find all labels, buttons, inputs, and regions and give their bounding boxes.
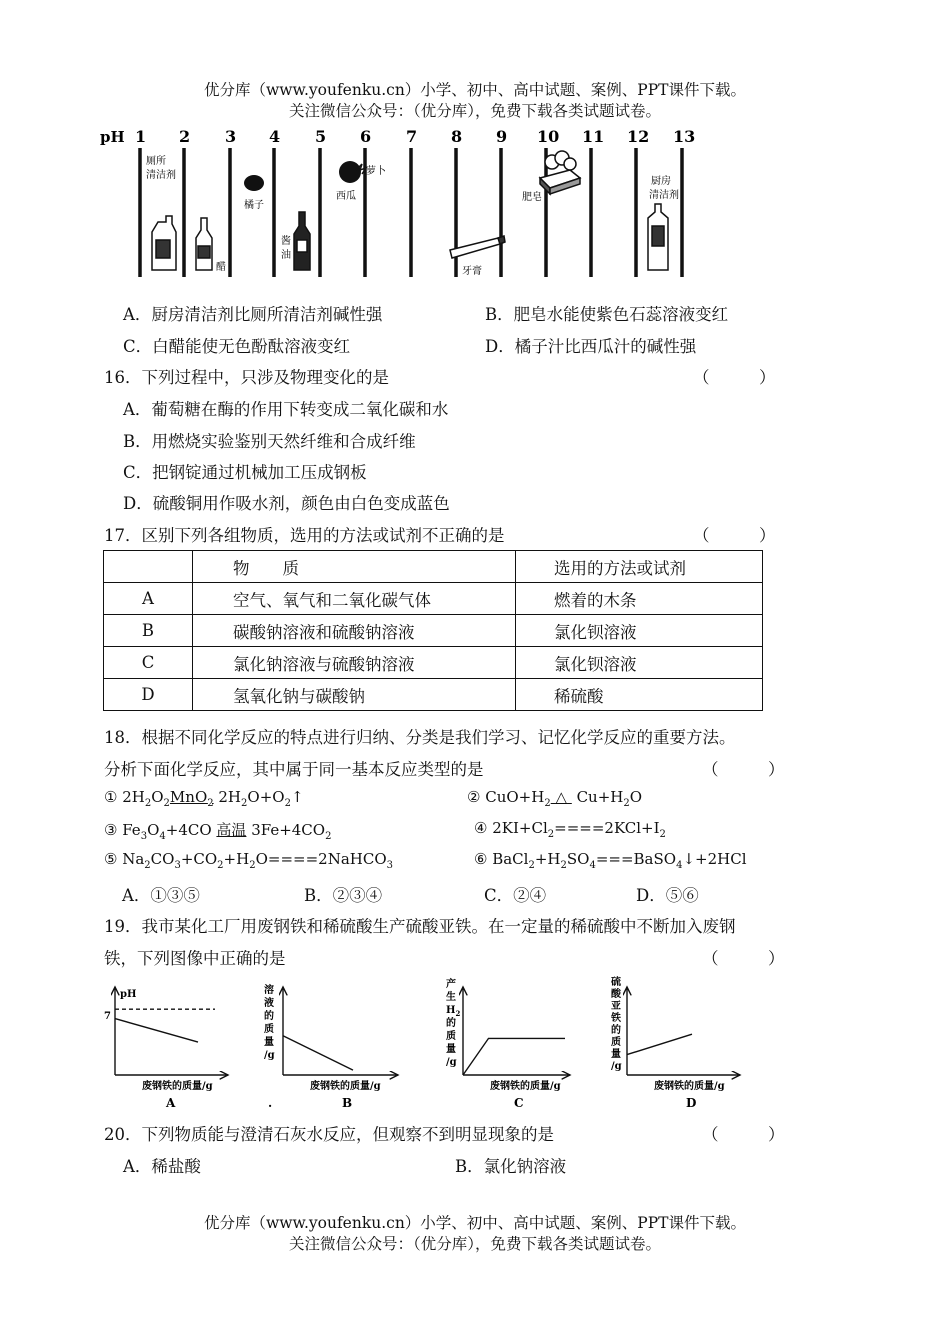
axis-label-char: 的	[264, 1011, 274, 1022]
graph-b-letter: B	[342, 1096, 353, 1110]
q18-stem-line-2: 分析下面化学反应，其中属于同一基本反应类型的是	[104, 760, 484, 779]
toilet-cleaner-label: 厕所	[146, 156, 166, 167]
footer-line-1: 优分库（www.youfenku.cn）小学、初中、高中试题、案例、PPT课件下载。	[203, 1214, 747, 1232]
table-cell: B	[104, 615, 193, 647]
svg-text:油: 油	[281, 250, 291, 261]
axis-label-char: 铁	[611, 1013, 621, 1024]
axis-label-char: 质	[264, 1024, 274, 1035]
q16-option-a: A．葡萄糖在酶的作用下转变成二氧化碳和水	[123, 400, 449, 419]
table-row	[104, 647, 763, 679]
axis-label-char: 亚	[611, 1001, 621, 1012]
stray-dot: .	[268, 1096, 273, 1110]
graph-a-line	[115, 1019, 198, 1043]
graph-d-line	[627, 1034, 692, 1054]
graph-d-y-label	[610, 975, 622, 1072]
axis-label-char: 酸	[611, 989, 621, 1000]
ph-scale-number: 4	[269, 127, 281, 146]
q18-stem-line-1: 18．根据不同化学反应的特点进行归纳、分类是我们学习、记忆化学反应的重要方法。	[104, 728, 736, 747]
table-cell: 空气、氧气和二氧化碳气体	[193, 583, 516, 615]
watermelon-icon	[339, 161, 361, 183]
ph-scale-lines	[140, 148, 682, 277]
q20-stem: 20．下列物质能与澄清石灰水反应，但观察不到明显现象的是	[104, 1125, 554, 1144]
q18-reaction-6: ⑥ $BaCl_2+H_2SO_4===BaSO_4↓+2HCl$	[474, 850, 747, 871]
graph-a-y-label: pH	[120, 989, 137, 1000]
graph-c-x-label: 废钢铁的质量/g	[490, 1081, 561, 1092]
soy-sauce-label	[281, 234, 291, 261]
q15-option-a: A．厨房清洁剂比厕所清洁剂碱性强	[123, 305, 383, 324]
radish-label: 萝卜	[366, 166, 386, 177]
ph-scale-number: 13	[673, 127, 696, 146]
header-line-1: 优分库（www.youfenku.cn）小学、初中、高中试题、案例、PPT课件下载。	[203, 81, 747, 99]
ph-scale-number: 5	[315, 127, 327, 146]
toilet-cleaner-label-2: 清洁剂	[146, 170, 176, 181]
orange-label: 橘子	[244, 200, 264, 211]
toothpaste-icon	[450, 236, 505, 258]
axis-label-char: /g	[611, 1061, 622, 1072]
svg-text:酱: 酱	[281, 236, 291, 247]
soap-label: 肥皂	[522, 192, 542, 203]
axis-label-char: 产	[446, 979, 456, 990]
graph-b-x-label: 废钢铁的质量/g	[310, 1081, 381, 1092]
axis-label-char: 溶	[264, 985, 274, 996]
axis-label-char: 液	[264, 998, 274, 1009]
ph-scale-number: 8	[451, 127, 463, 146]
axis-label-char: /g	[264, 1050, 275, 1061]
footer-line-2: 关注微信公众号：（优分库），免费下载各类试题试卷。	[288, 1235, 661, 1253]
q17-stem: 17．区别下列各组物质，选用的方法或试剂不正确的是	[104, 526, 505, 545]
kitchen-cleaner-bottle-icon	[648, 204, 668, 270]
q16-option-b: B．用燃烧实验鉴别天然纤维和合成纤维	[123, 432, 416, 451]
ph-scale-number: 9	[496, 127, 508, 146]
axis-label-char: /g	[446, 1057, 457, 1068]
graph-c-line	[463, 1038, 565, 1075]
table-cell: 氢氧化钠与碳酸钠	[193, 679, 516, 711]
q16-stem: 16．下列过程中，只涉及物理变化的是	[104, 368, 389, 387]
q19-graphs	[100, 975, 760, 1115]
q16-answer-paren: （ ）	[693, 368, 776, 387]
table-row	[104, 583, 763, 615]
axis-label-char: 的	[446, 1018, 456, 1029]
table-cell: D	[104, 679, 193, 711]
table-row	[104, 615, 763, 647]
watermelon-label: 西瓜	[336, 191, 356, 202]
q16-option-c: C．把钢锭通过机械加工压成钢板	[123, 463, 367, 482]
q17-table	[103, 550, 763, 711]
graph-a-letter: A	[166, 1096, 176, 1110]
q20-option-a: A．稀盐酸	[123, 1157, 201, 1176]
ph-scale-number: 11	[582, 127, 605, 146]
table-cell: 稀硫酸	[516, 679, 763, 711]
table-header-cell: 选用的方法或试剂	[516, 551, 763, 583]
ph-scale-figure	[100, 122, 700, 284]
q15-option-c: C．白醋能使无色酚酞溶液变红	[123, 337, 351, 356]
q18-answer-paren: （ ）	[702, 760, 785, 779]
q19-stem-line-1: 19．我市某化工厂用废钢铁和稀硫酸生产硫酸亚铁。在一定量的稀硫酸中不断加入废钢	[104, 917, 736, 936]
axis-label-char: $H_2$	[446, 1005, 461, 1018]
q20-answer-paren: （ ）	[702, 1125, 785, 1144]
vinegar-label: 醋	[216, 262, 226, 273]
table-cell: 氯化钡溶液	[516, 615, 763, 647]
axis-label-char: 硫	[611, 977, 621, 988]
table-cell: 燃着的木条	[516, 583, 763, 615]
graph-b-y-label	[264, 983, 275, 1061]
axis-label-char: 的	[611, 1025, 621, 1036]
q20-option-b: B．氯化钠溶液	[455, 1157, 567, 1176]
table-row	[104, 679, 763, 711]
graph-a-x-label: 废钢铁的质量/g	[142, 1081, 213, 1092]
table-cell: C	[104, 647, 193, 679]
q18-reaction-2: ② $CuO+H_2$ △ $Cu+H_2O$	[467, 788, 643, 809]
axis-label-char: 量	[446, 1044, 456, 1055]
table-header-cell	[104, 551, 193, 583]
table-header-cell: 物 质	[193, 551, 516, 583]
ph-scale-numbers	[135, 127, 695, 146]
graph-c-y-label	[446, 977, 460, 1068]
ph-scale-number: 2	[179, 127, 191, 146]
graph-b-line	[283, 1036, 353, 1070]
kitchen-cleaner-label	[649, 174, 679, 201]
q18-reaction-1: ① $2H_2O_2MnO_2$ $2H_2O+O_2↑$	[104, 788, 304, 809]
ph-scale-number: 12	[627, 127, 650, 146]
ph-scale-number: 3	[225, 127, 237, 146]
q18-reaction-4: ④ $2KI+Cl_2====2KCl+I_2$	[474, 819, 666, 840]
vinegar-bottle-icon	[196, 218, 212, 270]
q18-reaction-5: ⑤ $Na_2CO_3+CO_2+H_2O====2NaHCO_3$	[104, 850, 393, 871]
axis-label-char: 量	[264, 1037, 274, 1048]
q18-option-a: A．①③⑤	[122, 886, 200, 905]
q18-option-d: D．⑤⑥	[636, 886, 699, 905]
axis-label-char: 质	[446, 1031, 456, 1042]
table-cell: A	[104, 583, 193, 615]
axis-label-char: 量	[611, 1049, 621, 1060]
ph-scale-number: 6	[360, 127, 372, 146]
toilet-cleaner-bottle-icon	[152, 216, 176, 270]
ph-scale-number: 1	[135, 127, 147, 146]
axis-label-char: 生	[446, 992, 456, 1003]
graph-a-ref-label: 7	[104, 1011, 111, 1022]
graph-d-x-label: 废钢铁的质量/g	[654, 1081, 725, 1092]
q18-reaction-3: ③ $Fe_3O_4+4CO$ 高温 $3Fe+4CO_2$	[104, 821, 332, 842]
svg-text:清洁剂: 清洁剂	[649, 190, 679, 201]
axis-label-char: 质	[611, 1037, 621, 1048]
table-cell: 氯化钠溶液与硫酸钠溶液	[193, 647, 516, 679]
toothpaste-label: 牙膏	[462, 266, 482, 277]
svg-text:厨房: 厨房	[651, 176, 671, 187]
ph-scale-number: 7	[406, 127, 418, 146]
q18-option-c: C．②④	[484, 886, 547, 905]
q16-option-d: D．硫酸铜用作吸水剂，颜色由白色变成蓝色	[123, 494, 450, 513]
q17-answer-paren: （ ）	[693, 526, 776, 545]
ph-axis-label: pH	[100, 128, 125, 146]
table-cell: 氯化钡溶液	[516, 647, 763, 679]
table-cell: 碳酸钠溶液和硫酸钠溶液	[193, 615, 516, 647]
soy-sauce-bottle-icon	[294, 212, 310, 270]
q15-option-d: D．橘子汁比西瓜汁的碱性强	[485, 337, 697, 356]
q18-option-b: B．②③④	[304, 886, 383, 905]
graph-d-letter: D	[686, 1096, 697, 1110]
graph-c-letter: C	[514, 1096, 524, 1110]
q19-stem-line-2: 铁，下列图像中正确的是	[104, 949, 286, 968]
table-header-row	[104, 551, 763, 583]
orange-icon	[244, 175, 264, 191]
ph-scale-number: 10	[537, 127, 560, 146]
q15-option-b: B．肥皂水能使紫色石蕊溶液变红	[485, 305, 729, 324]
q19-answer-paren: （ ）	[702, 949, 785, 968]
header-line-2: 关注微信公众号：（优分库），免费下载各类试题试卷。	[288, 102, 661, 120]
